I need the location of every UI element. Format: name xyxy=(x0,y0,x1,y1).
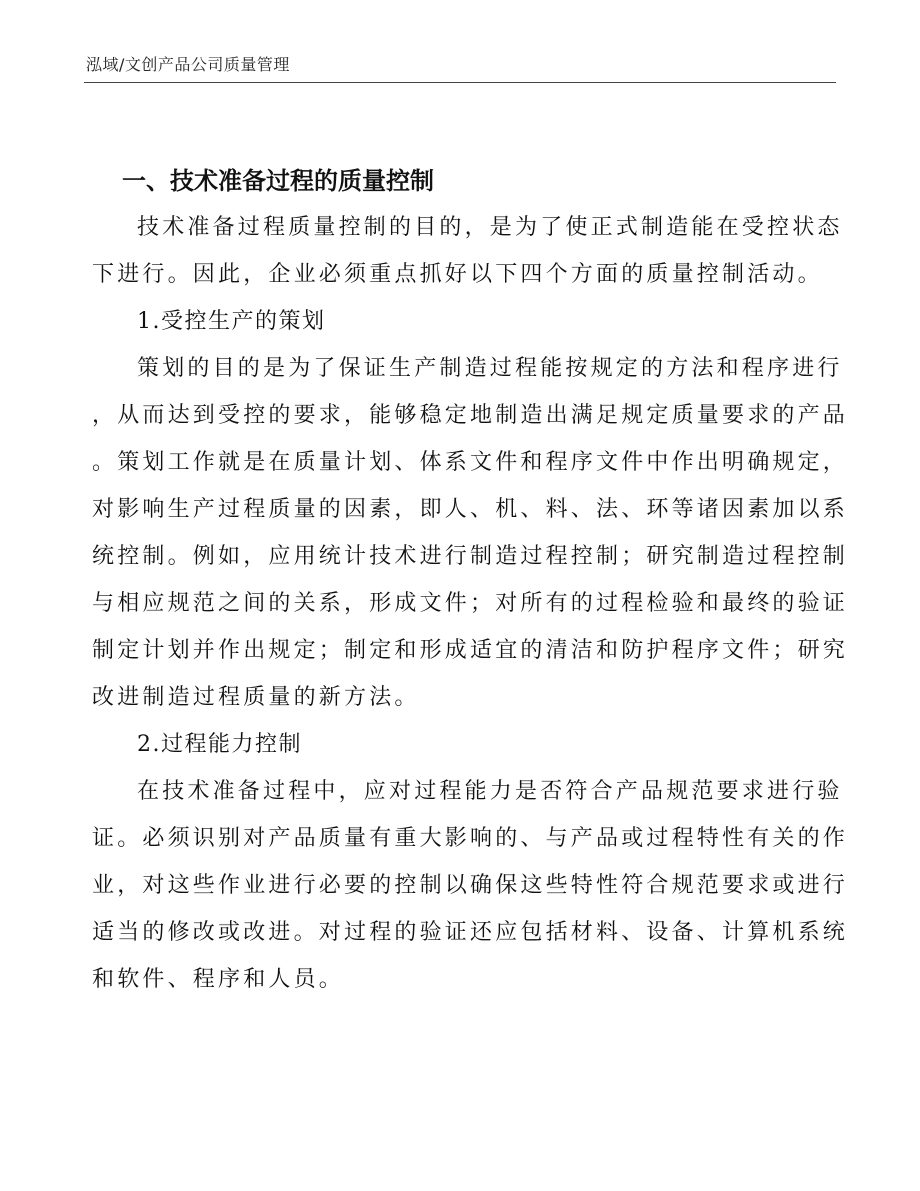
paragraph-line: 下进行。因此，企业必须重点抓好以下四个方面的质量控制活动。 xyxy=(92,262,823,287)
document-body xyxy=(92,158,849,1003)
section-heading: 一、技术准备过程的质量控制 xyxy=(122,167,434,195)
paragraph-line: 对影响生产过程质量的因素，即人、机、料、法、环等诸因素加以系 xyxy=(92,497,849,522)
subsection-2-paragraph xyxy=(92,768,849,1003)
subsection-1-paragraph xyxy=(92,345,849,721)
paragraph-line: 。策划工作就是在质量计划、体系文件和程序文件中作出明确规定， xyxy=(92,450,849,475)
paragraph-line: ，从而达到受控的要求，能够稳定地制造出满足规定质量要求的产品 xyxy=(92,403,849,428)
subsection-title-1: 1.受控生产的策划 xyxy=(137,309,326,334)
paragraph-line: 统控制。例如，应用统计技术进行制造过程控制；研究制造过程控制 xyxy=(92,544,849,569)
header-divider xyxy=(84,82,836,83)
paragraph-line: 制定计划并作出规定；制定和形成适宜的清洁和防护程序文件；研究 xyxy=(92,638,849,663)
page-header-title: 泓域/文创产品公司质量管理 xyxy=(86,55,290,74)
paragraph-line: 与相应规范之间的关系，形成文件；对所有的过程检验和最终的验证 xyxy=(92,591,849,616)
paragraph-line: 在技术准备过程中，应对过程能力是否符合产品规范要求进行验 xyxy=(137,779,843,804)
paragraph-line: 适当的修改或改进。对过程的验证还应包括材料、设备、计算机系统 xyxy=(92,920,849,945)
paragraph-line: 和软件、程序和人员。 xyxy=(92,967,345,992)
subsection-title-2: 2.过程能力控制 xyxy=(137,732,302,757)
paragraph-line: 证。必须识别对产品质量有重大影响的、与产品或过程特性有关的作 xyxy=(92,826,849,851)
paragraph-line: 业，对这些作业进行必要的控制以确保这些特性符合规范要求或进行 xyxy=(92,873,849,898)
intro-paragraph xyxy=(92,204,843,298)
paragraph-line: 改进制造过程质量的新方法。 xyxy=(92,685,420,710)
paragraph-line: 策划的目的是为了保证生产制造过程能按规定的方法和程序进行 xyxy=(137,356,843,381)
paragraph-line: 技术准备过程质量控制的目的，是为了使正式制造能在受控状态 xyxy=(137,215,843,240)
